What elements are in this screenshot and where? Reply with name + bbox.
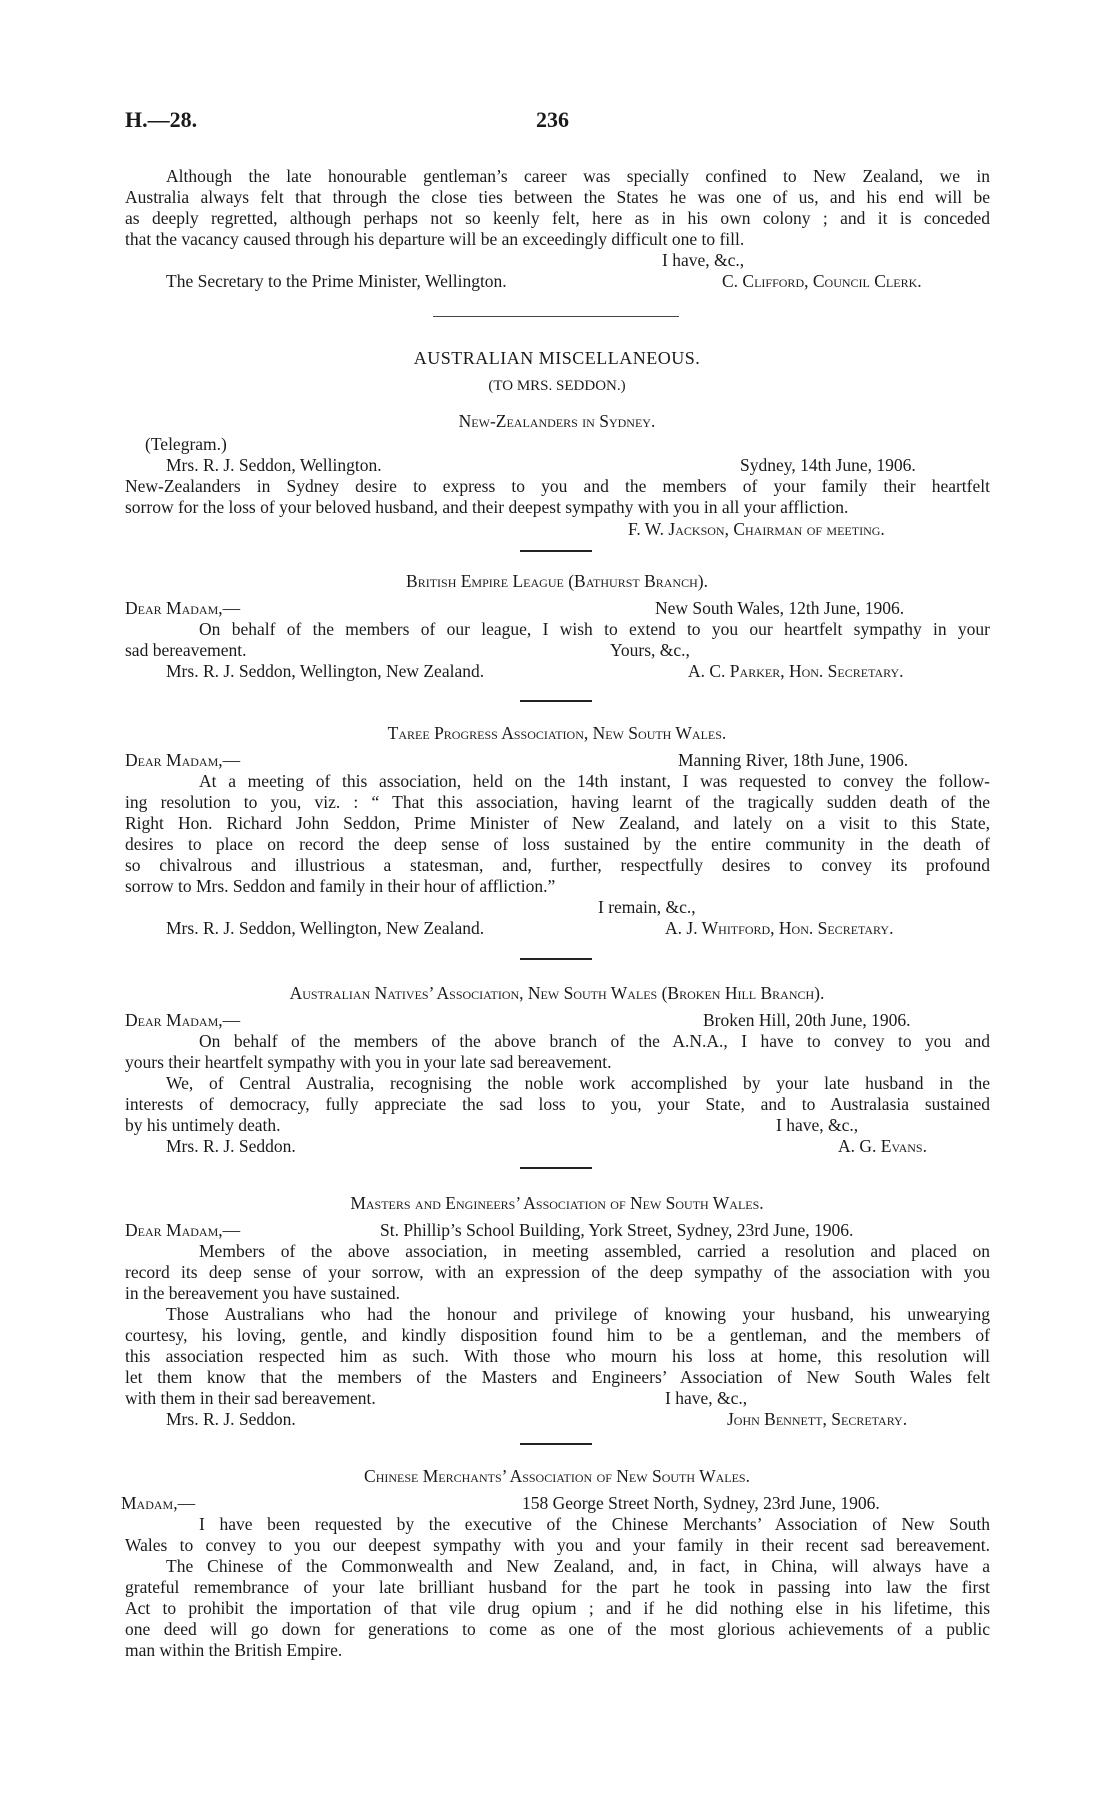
letter-body-line: The Chinese of the Commonwealth and New Zealand, and, in fact, in China, will always have a <box>166 1556 990 1576</box>
salutation: Madam,— <box>121 1493 196 1513</box>
letter-heading: Masters and Engineers’ Association of New South Wales. <box>350 1193 764 1213</box>
section-subtitle: (TO MRS. SEDDON.) <box>488 378 626 394</box>
place-date: Sydney, 14th June, 1906. <box>740 455 916 475</box>
intro-line: Although the late honourable gentleman’s career was specially confined to New Zealand, we in <box>166 166 990 186</box>
signature: A. G. Evans. <box>838 1136 927 1156</box>
letter-body-line: On behalf of the members of our league, I wish to extend to you our heartfelt sympathy in your <box>199 619 990 639</box>
intro-line: that the vacancy caused through his departure will be an exceedingly difficult one to fill. <box>125 229 745 249</box>
letter-body-line: Members of the above association, in meeting assembled, carried a resolution and placed on <box>199 1241 990 1261</box>
letter-body-line: ing resolution to you, viz. : “ That this association, having learnt of the tragically sudden death of the <box>125 792 990 812</box>
letter-body-line: desires to place on record the deep sense of loss sustained by the entire community in the death of <box>125 834 990 854</box>
letter-body-line: record its deep sense of your sorrow, with an expression of the deep sympathy of the association with you <box>125 1262 990 1282</box>
closing: I have, &c., <box>776 1115 859 1135</box>
divider <box>520 550 592 552</box>
divider <box>520 1167 592 1169</box>
letter-body-line: with them in their sad bereavement. <box>125 1388 376 1408</box>
letter-body-line: Wales to convey to you our deepest sympathy with you and your family in their recent sad bereavement. <box>125 1535 990 1555</box>
section-title: AUSTRALIAN MISCELLANEOUS. <box>413 348 701 368</box>
letter-body-line: On behalf of the members of the above branch of the A.N.A., I have to convey to you and <box>199 1031 990 1051</box>
closing: I remain, &c., <box>598 897 696 917</box>
place-date: 158 George Street North, Sydney, 23rd June, 1906. <box>522 1493 880 1513</box>
divider <box>520 1443 592 1445</box>
letter-heading: Australian Natives’ Association, New South Wales (Broken Hill Branch). <box>289 983 825 1003</box>
divider <box>433 316 679 317</box>
letter-note: (Telegram.) <box>145 434 227 454</box>
place-date: Manning River, 18th June, 1906. <box>678 750 909 770</box>
letter-body-line: sorrow to Mrs. Seddon and family in their hour of affliction.” <box>125 876 556 896</box>
intro-line: Australia always felt that through the close ties between the States he was one of us, and his end will be <box>125 187 990 207</box>
salutation: Dear Madam,— <box>125 598 241 618</box>
divider <box>520 700 592 702</box>
addressee: Mrs. R. J. Seddon, Wellington, New Zealand. <box>166 918 485 938</box>
addressee: The Secretary to the Prime Minister, Wellington. <box>166 271 507 291</box>
letter-heading: British Empire League (Bathurst Branch). <box>406 571 708 591</box>
letter-body-line: We, of Central Australia, recognising the noble work accomplished by your late husband in the <box>166 1073 990 1093</box>
letter-body-line: sorrow for the loss of your beloved husband, and their deepest sympathy with you in all your affliction. <box>125 497 849 517</box>
letter-body-line: New-Zealanders in Sydney desire to express to you and the members of your family their heartfelt <box>125 476 990 496</box>
letter-body-line: one deed will go down for generations to come as one of the most glorious achievements of a public <box>125 1619 990 1639</box>
addressee: Mrs. R. J. Seddon, Wellington, New Zealand. <box>166 661 485 681</box>
signature: John Bennett, Secretary. <box>727 1409 908 1429</box>
closing: Yours, &c., <box>610 640 690 660</box>
letter-body-line: courtesy, his loving, gentle, and kindly disposition found him to be a gentleman, and the members of <box>125 1325 990 1345</box>
closing: I have, &c., <box>662 250 745 270</box>
intro-line: as deeply regretted, although perhaps not so keenly felt, here as in his own colony ; and it is conceded <box>125 208 990 228</box>
letter-body-line: this association respected him as such. With those who mourn his loss at home, this resolution will <box>125 1346 990 1366</box>
salutation: Dear Madam,— <box>125 1220 241 1240</box>
place-date: St. Phillip’s School Building, York Street, Sydney, 23rd June, 1906. <box>380 1220 854 1240</box>
signature: A. C. Parker, Hon. Secretary. <box>688 661 904 681</box>
letter-body-line: so chivalrous and illustrious a statesman, and, further, respectfully desires to convey its profound <box>125 855 990 875</box>
letter-body-line: sad bereavement. <box>125 640 247 660</box>
signature: F. W. Jackson, Chairman of meeting. <box>628 519 885 539</box>
divider <box>520 958 592 960</box>
addressee: Mrs. R. J. Seddon. <box>166 1409 296 1429</box>
letter-body-line: by his untimely death. <box>125 1115 281 1135</box>
salutation: Dear Madam,— <box>125 1010 241 1030</box>
letter-body-line: Those Australians who had the honour and privilege of knowing your husband, his unwearying <box>166 1304 990 1324</box>
letter-heading: Taree Progress Association, New South Wales. <box>387 723 727 743</box>
letter-body-line: Right Hon. Richard John Seddon, Prime Minister of New Zealand, and lately on a visit to this State, <box>125 813 990 833</box>
letter-body-line: let them know that the members of the Masters and Engineers’ Association of New South Wales felt <box>125 1367 990 1387</box>
letter-body-line: interests of democracy, fully appreciate the sad loss to you, your State, and to Australasia sustained <box>125 1094 990 1114</box>
closing: I have, &c., <box>665 1388 748 1408</box>
signature: C. Clifford, Council Clerk. <box>722 271 922 291</box>
letter-body-line: man within the British Empire. <box>125 1640 343 1660</box>
letter-body-line: in the bereavement you have sustained. <box>125 1283 401 1303</box>
addressee: Mrs. R. J. Seddon, Wellington. <box>166 455 382 475</box>
letter-heading: New-Zealanders in Sydney. <box>458 411 656 431</box>
salutation: Dear Madam,— <box>125 750 241 770</box>
letter-heading: Chinese Merchants’ Association of New South Wales. <box>364 1466 750 1486</box>
letter-body-line: I have been requested by the executive of the Chinese Merchants’ Association of New South <box>199 1514 990 1534</box>
place-date: Broken Hill, 20th June, 1906. <box>703 1010 911 1030</box>
doc-reference: H.—28. <box>125 107 198 132</box>
letter-body-line: grateful remembrance of your late brilliant husband for the part he took in passing into law the first <box>125 1577 990 1597</box>
letter-body-line: Act to prohibit the importation of that vile drug opium ; and if he did nothing else in his lifetime, this <box>125 1598 990 1618</box>
page-number: 236 <box>536 107 569 132</box>
letter-body-line: yours their heartfelt sympathy with you in your late sad bereavement. <box>125 1052 612 1072</box>
place-date: New South Wales, 12th June, 1906. <box>655 598 905 618</box>
letter-body-line: At a meeting of this association, held on the 14th instant, I was requested to convey the follow- <box>199 771 990 791</box>
signature: A. J. Whitford, Hon. Secretary. <box>665 918 894 938</box>
addressee: Mrs. R. J. Seddon. <box>166 1136 296 1156</box>
